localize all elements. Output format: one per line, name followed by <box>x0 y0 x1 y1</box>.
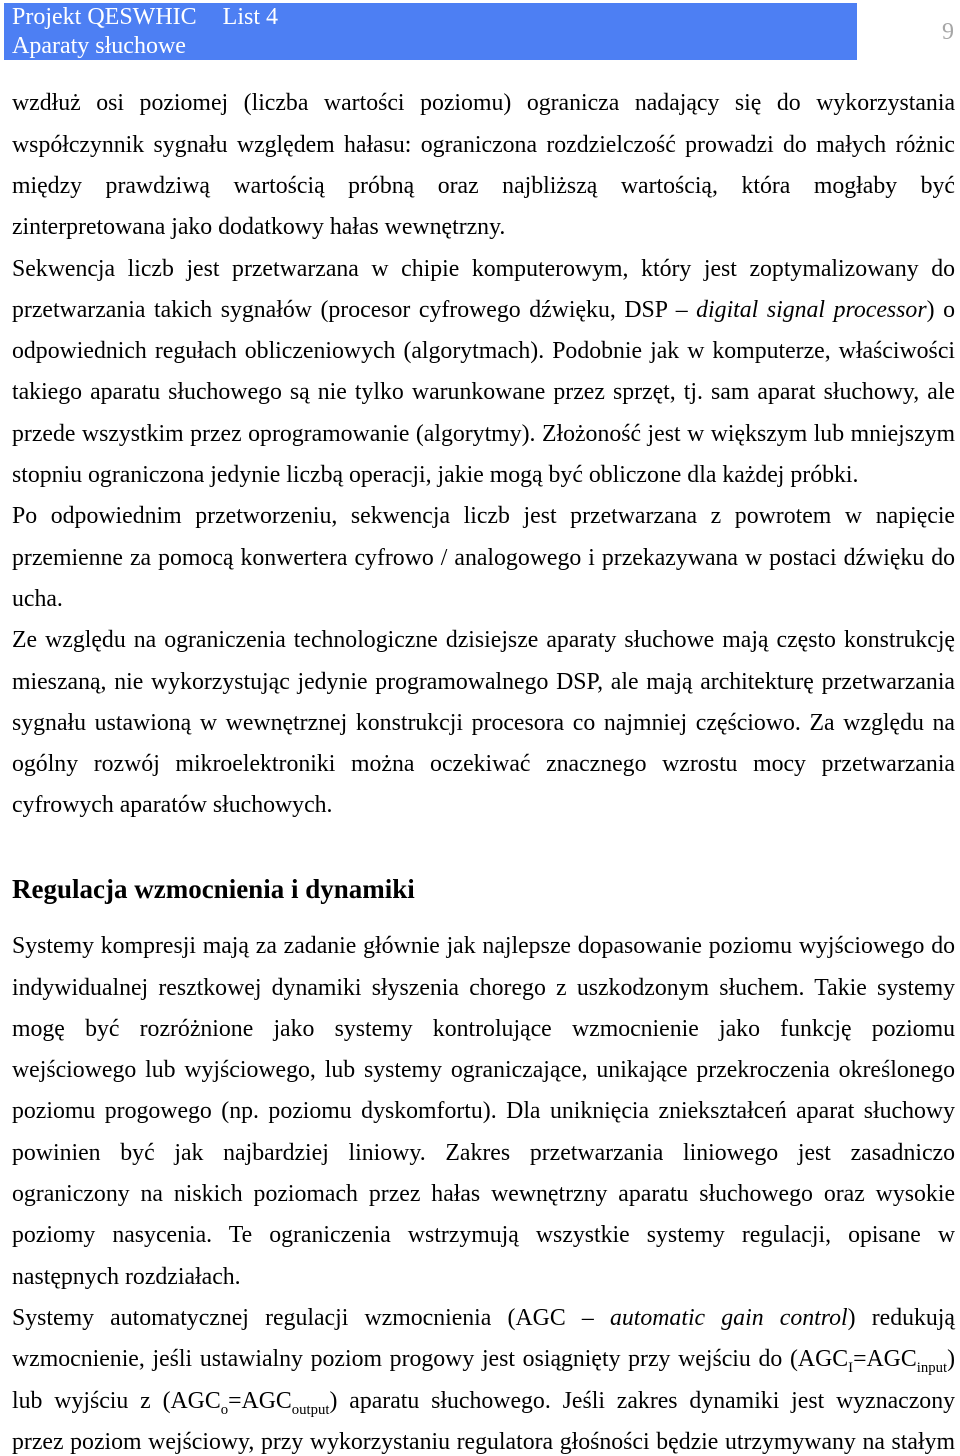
text-line: przede wszystkim przez oprogramowanie (algorytmy). Złożoność jest w większym lub mniejszym <box>12 420 955 447</box>
subscript: o <box>220 1401 229 1418</box>
paragraph <box>12 249 955 497</box>
subscript: output <box>291 1401 330 1418</box>
page-header <box>4 3 857 60</box>
text-line: odpowiednich regułach obliczeniowych (algorytmach). Podobnie jak w komputerze, właściwości <box>12 338 955 365</box>
section-heading: Regulacja wzmocnienia i dynamiki <box>12 874 415 905</box>
italic-term: digital signal processor <box>696 296 927 323</box>
text-line: stopniu ograniczona jedynie liczbą operacji, jakie mogą być obliczone dla każdej próbki. <box>12 462 859 489</box>
paragraph <box>12 496 955 620</box>
text-line: sygnału ustawioną w wewnętrznej konstrukcji procesora co najmniej częściowo. Za względu na <box>12 709 955 736</box>
header-project-title: Projekt QESWHIC <box>12 4 197 30</box>
text-line: wzdłuż osi poziomej (liczba wartości poziomu) ogranicza nadający się do wykorzystania <box>12 90 955 117</box>
paragraph <box>12 83 955 248</box>
text-line: następnych rozdziałach. <box>12 1263 241 1290</box>
text-line: Systemy kompresji mają za zadanie głównie jak najlepsze dopasowanie poziomu wyjściowego do <box>12 933 955 960</box>
text-segment: =AGC <box>228 1387 292 1414</box>
text-line: przemienne za pomocą konwertera cyfrowo / analogowego i przekazywana w postaci dźwięku do <box>12 544 955 571</box>
header-row <box>4 3 857 32</box>
text-line: cyfrowych aparatów słuchowych. <box>12 792 333 819</box>
text-segment: przetwarzania takich sygnałów (procesor cyfrowego dźwięku, DSP – <box>12 296 697 323</box>
text-line: ogólny rozwój mikroelektroniki można oczekiwać znacznego wzrostu mocy przetwarzania <box>12 751 955 778</box>
text-segment: ) o <box>926 296 955 323</box>
text-segment: ) aparatu słuchowego. Jeśli zakres dynamiki jest wyznaczony <box>329 1387 956 1414</box>
text-line: ograniczony na niskich poziomach przez hałas wewnętrzny aparatu słuchowego oraz wysokie <box>12 1181 955 1208</box>
italic-term: automatic gain control <box>609 1304 848 1331</box>
text-line: zinterpretowana jako dodatkowy hałas wewnętrzny. <box>12 214 506 241</box>
text-segment: ) redukują <box>847 1304 955 1331</box>
document-body <box>12 83 955 1454</box>
text-line: wejściowego lub wyjściowego, lub systemy ograniczające, unikające przekroczenia określonego <box>12 1057 955 1084</box>
text-line: takiego aparatu słuchowego są nie tylko warunkowane przez sprzęt, tj. sam aparat słuchowy, ale <box>12 379 955 406</box>
text-line: Po odpowiednim przetworzeniu, sekwencja liczb jest przetwarzana z powrotem w napięcie <box>12 503 955 530</box>
text-line: ucha. <box>12 585 63 612</box>
text-line: Ze względu na ograniczenia technologiczne dzisiejsze aparaty słuchowe mają często konstrukcję <box>12 627 955 654</box>
text-line: powinien być jak najbardziej liniowy. Zakres przetwarzania liniowego jest zasadniczo <box>12 1139 955 1166</box>
text-line: Sekwencja liczb jest przetwarzana w chipie komputerowym, który jest zoptymalizowany do <box>12 255 955 282</box>
text-segment: ) <box>947 1346 955 1373</box>
text-line: mieszaną, nie wykorzystując jedynie programowalnego DSP, ale mają architekturę przetwarzania <box>12 668 955 695</box>
subscript: I <box>848 1359 854 1376</box>
text-segment: lub wyjściu z (AGC <box>12 1387 221 1414</box>
text-line: mogę być rozróżnione jako systemy kontrolujące wzmocnienie jako funkcję poziomu <box>12 1015 955 1042</box>
text-segment: =AGC <box>853 1346 917 1373</box>
text-line <box>12 290 955 331</box>
paragraph <box>12 620 955 826</box>
paragraph <box>12 926 955 1298</box>
paragraph <box>12 1298 955 1455</box>
text-line <box>12 1381 955 1422</box>
header-subtitle: Aparaty słuchowe <box>12 33 186 59</box>
text-line <box>12 1298 955 1339</box>
header-list-label: List 4 <box>222 4 278 30</box>
page-number: 9 <box>942 19 954 45</box>
text-line: przez poziom wejściowy, przy wykorzystaniu regulatora głośności będzie utrzymywany na stałym <box>12 1428 955 1455</box>
header-row <box>4 32 857 61</box>
text-line: poziomu progowego (np. poziomu dyskomfortu). Dla uniknięcia zniekształceń aparat słuchowy <box>12 1098 955 1125</box>
text-segment: Systemy automatycznej regulacji wzmocnienia (AGC – <box>12 1304 610 1331</box>
subscript: input <box>916 1359 948 1376</box>
text-line <box>12 1339 955 1380</box>
text-line: poziomy nasycenia. Te ograniczenia wstrzymują wszystkie systemy regulacji, opisane w <box>12 1222 955 1249</box>
text-line: między prawdziwą wartością próbną oraz najbliższą wartością, która mogłaby być <box>12 172 955 199</box>
text-line: współczynnik sygnału względem hałasu: ograniczona rozdzielczość prowadzi do małych różnic <box>12 131 955 158</box>
text-segment: wzmocnienie, jeśli ustawialny poziom progowy jest osiągnięty przy wejściu do (AGC <box>12 1346 849 1373</box>
text-line: indywidualnej resztkowej dynamiki słyszenia chorego z uszkodzonym słuchem. Takie systemy <box>12 974 955 1001</box>
